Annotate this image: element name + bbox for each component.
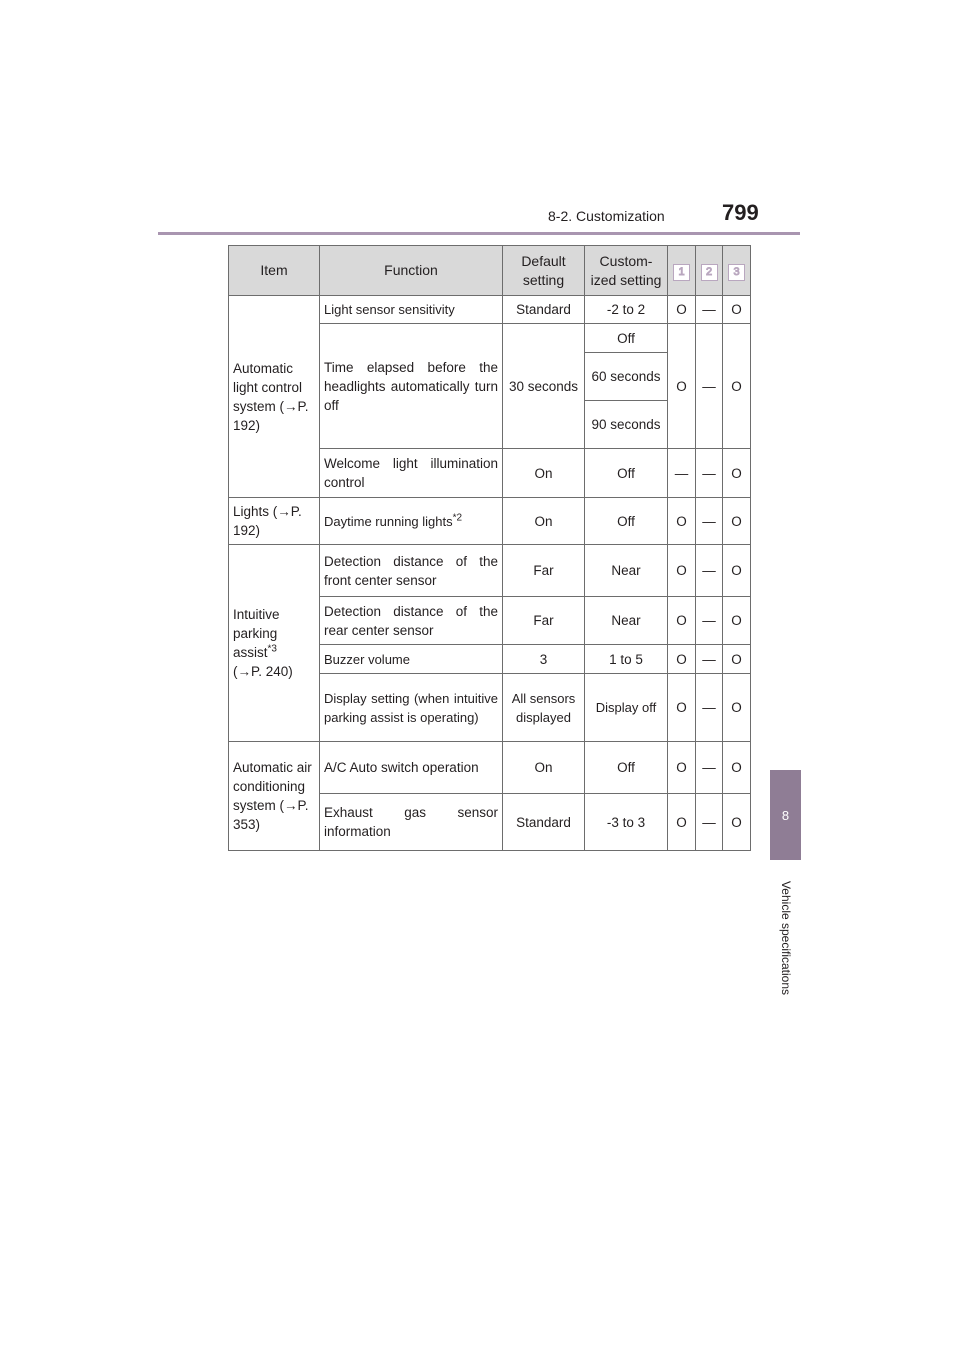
custom-cell: 60 seconds bbox=[585, 353, 668, 401]
default-cell: On bbox=[503, 449, 585, 498]
chapter-tab bbox=[770, 770, 801, 860]
mark-cell: O bbox=[723, 498, 751, 545]
mark-cell: — bbox=[668, 449, 696, 498]
mark-cell: — bbox=[696, 498, 723, 545]
column-number-badge: 2 bbox=[701, 264, 718, 281]
item-text: Intuitive parking assist bbox=[233, 607, 280, 660]
column-header: Item bbox=[229, 246, 320, 296]
custom-cell: 1 to 5 bbox=[585, 645, 668, 674]
function-cell: Light sensor sensitivity bbox=[320, 296, 503, 324]
column-number-badge: 3 bbox=[728, 264, 745, 281]
default-cell: 3 bbox=[503, 645, 585, 674]
default-cell: Standard bbox=[503, 794, 585, 851]
function-cell: Detection distance of the rear center sensor bbox=[320, 597, 503, 645]
mark-cell: O bbox=[723, 742, 751, 794]
custom-cell: Off bbox=[585, 498, 668, 545]
table-row bbox=[229, 498, 751, 545]
mark-cell: O bbox=[723, 674, 751, 742]
column-header bbox=[696, 246, 723, 296]
mark-cell: O bbox=[668, 597, 696, 645]
column-header: Function bbox=[320, 246, 503, 296]
mark-cell: O bbox=[723, 597, 751, 645]
mark-cell: — bbox=[696, 794, 723, 851]
default-cell: On bbox=[503, 498, 585, 545]
custom-cell: Off bbox=[585, 449, 668, 498]
mark-cell: — bbox=[696, 645, 723, 674]
mark-cell: O bbox=[668, 324, 696, 449]
default-cell: 30 seconds bbox=[503, 324, 585, 449]
table-row bbox=[229, 545, 751, 597]
mark-cell: O bbox=[668, 498, 696, 545]
customization-table bbox=[228, 245, 751, 851]
function-cell: Time elapsed before the headlights automatically turn off bbox=[320, 324, 503, 449]
column-number-badge: 1 bbox=[673, 264, 690, 281]
column-header: Default setting bbox=[503, 246, 585, 296]
table-row bbox=[229, 296, 751, 324]
chapter-label: Vehicle specifications bbox=[779, 880, 793, 996]
mark-cell: — bbox=[696, 545, 723, 597]
item-cell bbox=[229, 545, 320, 742]
mark-cell: O bbox=[723, 296, 751, 324]
custom-cell: -2 to 2 bbox=[585, 296, 668, 324]
chapter-number: 8 bbox=[781, 807, 790, 823]
item-cell: Automatic air conditioning system (→P. 353) bbox=[229, 742, 320, 851]
mark-cell: O bbox=[723, 324, 751, 449]
mark-cell: — bbox=[696, 742, 723, 794]
default-cell: Standard bbox=[503, 296, 585, 324]
function-cell: Welcome light illumination control bbox=[320, 449, 503, 498]
custom-cell: Off bbox=[585, 324, 668, 353]
function-text: Daytime running lights bbox=[324, 513, 453, 529]
mark-cell: — bbox=[696, 296, 723, 324]
mark-cell: — bbox=[696, 449, 723, 498]
column-header bbox=[668, 246, 696, 296]
column-header bbox=[723, 246, 751, 296]
function-cell: A/C Auto switch operation bbox=[320, 742, 503, 794]
mark-cell: O bbox=[668, 742, 696, 794]
default-cell: On bbox=[503, 742, 585, 794]
page-reference: (→P. 240) bbox=[233, 664, 293, 679]
mark-cell: O bbox=[723, 645, 751, 674]
custom-cell: -3 to 3 bbox=[585, 794, 668, 851]
column-header: Custom- ized setting bbox=[585, 246, 668, 296]
mark-cell: O bbox=[668, 296, 696, 324]
mark-cell: O bbox=[668, 545, 696, 597]
function-cell: Exhaust gas sensor information bbox=[320, 794, 503, 851]
default-cell: Far bbox=[503, 597, 585, 645]
mark-cell: O bbox=[668, 674, 696, 742]
footnote-marker: *3 bbox=[267, 643, 277, 655]
function-cell: Detection distance of the front center sensor bbox=[320, 545, 503, 597]
header-rule bbox=[158, 232, 800, 235]
item-cell: Lights (→P. 192) bbox=[229, 498, 320, 545]
function-cell: Buzzer volume bbox=[320, 645, 503, 674]
table-row bbox=[229, 742, 751, 794]
footnote-marker: *2 bbox=[452, 512, 463, 524]
mark-cell: — bbox=[696, 324, 723, 449]
page-number: 799 bbox=[722, 200, 759, 225]
mark-cell: O bbox=[668, 794, 696, 851]
mark-cell: O bbox=[723, 449, 751, 498]
item-cell: Automatic light control system (→P. 192) bbox=[229, 296, 320, 498]
mark-cell: O bbox=[723, 794, 751, 851]
default-cell: Far bbox=[503, 545, 585, 597]
custom-cell: 90 seconds bbox=[585, 401, 668, 449]
function-cell: Display setting (when intuitive parking assist is operating) bbox=[320, 674, 503, 742]
default-cell: All sensors displayed bbox=[503, 674, 585, 742]
function-cell bbox=[320, 498, 503, 545]
mark-cell: — bbox=[696, 674, 723, 742]
mark-cell: O bbox=[668, 645, 696, 674]
custom-cell: Off bbox=[585, 742, 668, 794]
custom-cell: Near bbox=[585, 597, 668, 645]
mark-cell: O bbox=[723, 545, 751, 597]
mark-cell: — bbox=[696, 597, 723, 645]
section-title: 8-2. Customization bbox=[548, 208, 665, 224]
custom-cell: Display off bbox=[585, 674, 668, 742]
table-header-row bbox=[229, 246, 751, 296]
custom-cell: Near bbox=[585, 545, 668, 597]
